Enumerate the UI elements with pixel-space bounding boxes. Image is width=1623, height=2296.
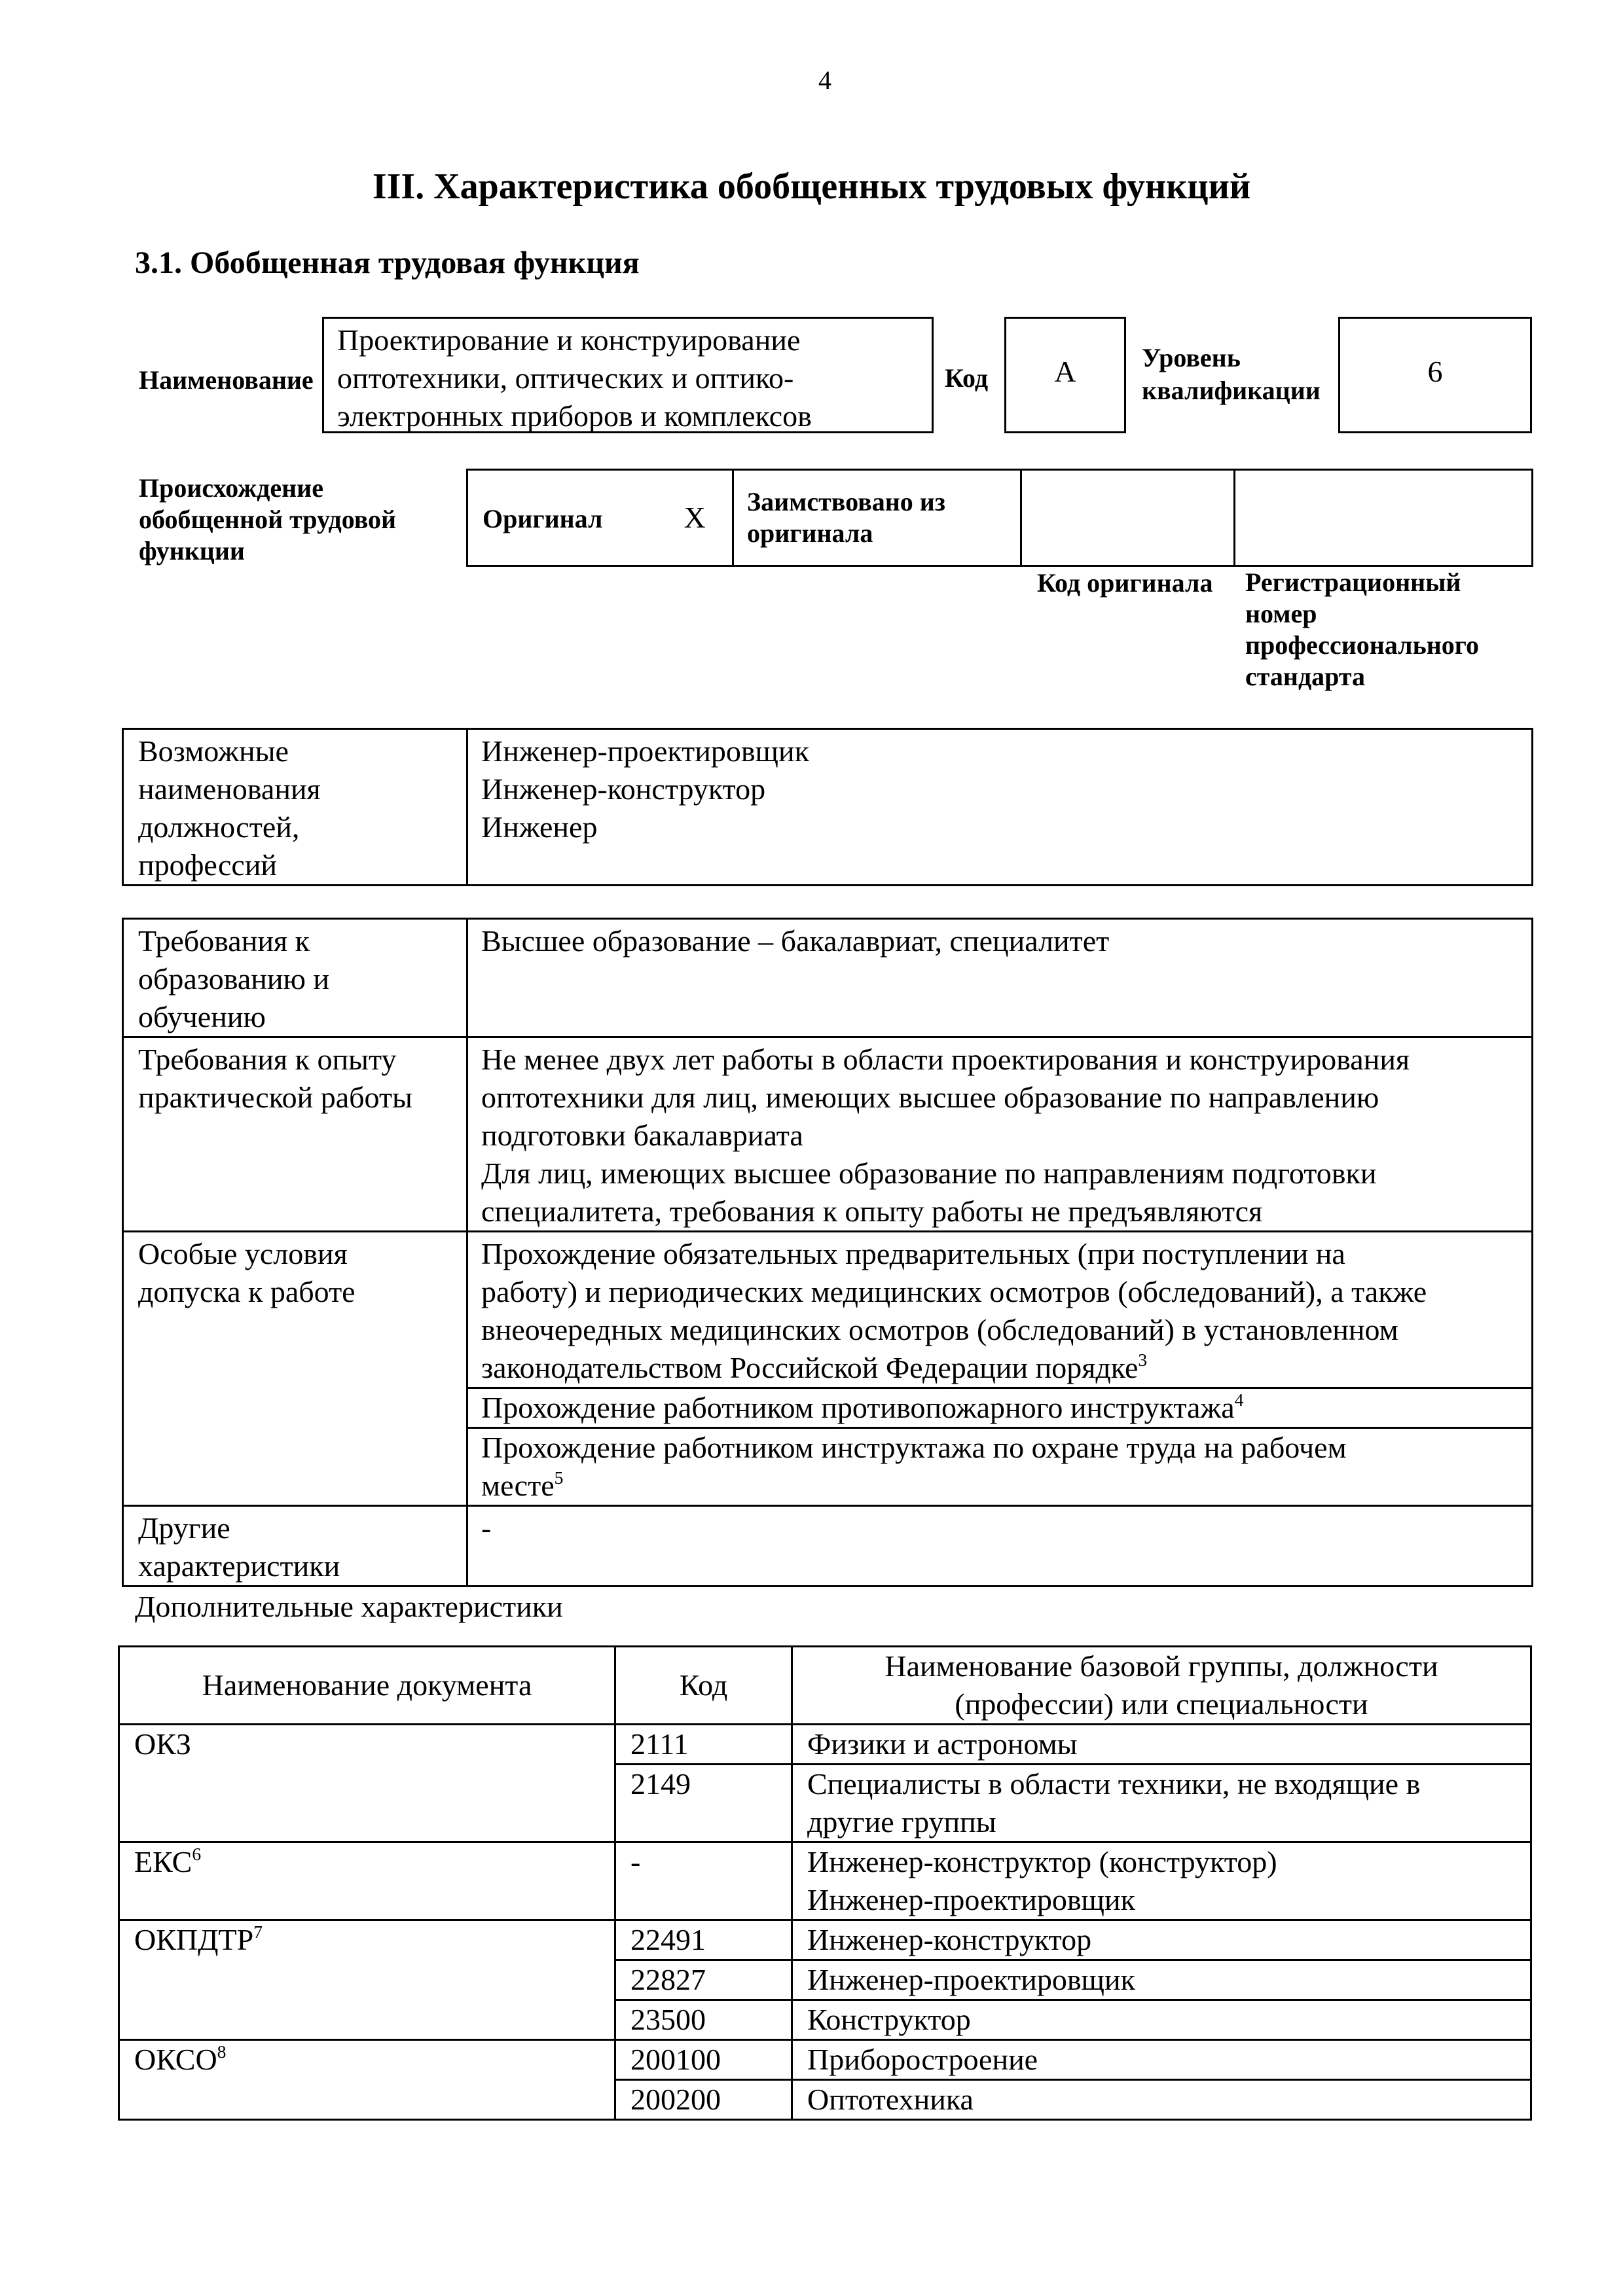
- doc-okso: ОКСО$^8$: [134, 2041, 227, 2076]
- other-label: Другие характеристики: [138, 1511, 340, 1583]
- additional-title: Дополнительные характеристики: [135, 1590, 563, 1623]
- code-label: Код: [945, 363, 989, 393]
- name-cell: Инженер-конструктор (конструктор) Инженер-проектировщик: [807, 1845, 1277, 1916]
- name-cell: Приборостроение: [807, 2043, 1038, 2076]
- name-label: Наименование: [139, 365, 314, 395]
- position-item: Инженер: [481, 810, 598, 844]
- code-original-caption: Код оригинала: [1037, 568, 1213, 598]
- footnote-ref: 5: [554, 1467, 564, 1488]
- function-name-box: [322, 317, 934, 433]
- code-cell: 2111: [630, 1727, 689, 1761]
- page-number: 4: [818, 65, 831, 95]
- function-name-line: оптотехники, оптических и оптико-: [337, 361, 794, 395]
- doc-eks: ЕКС$^6$: [134, 1843, 202, 1878]
- level-label: Уровень квалификации: [1142, 343, 1321, 405]
- function-name-line: Проектирование и конструирование: [337, 323, 801, 357]
- name-cell: Конструктор: [807, 2003, 971, 2036]
- level-box: [1338, 317, 1532, 433]
- education-label: Требования к образованию и обучению: [138, 924, 329, 1033]
- doc-okpdtr: ОКПДТР$^7$: [134, 1921, 263, 1956]
- table-row: [119, 1842, 1531, 1920]
- registration-number-cell: [1235, 470, 1533, 566]
- original-label: Оригинал: [483, 504, 603, 533]
- footnote-ref: 7: [253, 1921, 263, 1942]
- origin-label: Происхождение обобщенной трудовой функции: [139, 473, 397, 565]
- origin-table: [466, 469, 1533, 567]
- special-conditions-label: Особые условия допуска к работе: [138, 1237, 356, 1308]
- code-cell: 200100: [630, 2043, 721, 2076]
- education-value: Высшее образование – бакалавриат, специалитет: [481, 924, 1110, 958]
- reg-number-caption: Регистрационный номер профессионального стандарта: [1245, 567, 1479, 691]
- name-cell: Специалисты в области техники, не входящие в другие группы: [807, 1767, 1421, 1839]
- name-cell: Физики и астрономы: [807, 1727, 1078, 1761]
- code-cell: 200200: [630, 2083, 721, 2116]
- other-value: -: [481, 1511, 492, 1545]
- borrowed-label: Заимствовано из оригинала: [747, 487, 945, 548]
- doc-okz: ОКЗ: [134, 1727, 191, 1761]
- section-title: III. Характеристика обобщенных трудовых функций: [372, 166, 1251, 207]
- code-cell: -: [630, 1845, 641, 1878]
- additional-table: [118, 1645, 1532, 2121]
- name-cell: Инженер-проектировщик: [807, 1963, 1135, 1996]
- special-condition-safety: Прохождение работником инструктажа по охране труда на рабочем месте$^5$: [481, 1431, 1347, 1502]
- code-cell: 22827: [630, 1963, 706, 1996]
- code-value: A: [1054, 355, 1076, 388]
- function-name-line: электронных приборов и комплексов: [337, 399, 812, 433]
- code-box: [1004, 317, 1126, 433]
- table-row: [119, 1725, 1531, 1765]
- col-header-name: Наименование базовой группы, должности (профессии) или специальности: [884, 1649, 1438, 1721]
- level-value: 6: [1427, 355, 1443, 388]
- name-cell: Инженер-конструктор: [807, 1923, 1092, 1956]
- col-header-document: Наименование документа: [202, 1668, 532, 1702]
- code-cell: 22491: [630, 1923, 706, 1956]
- footnote-ref: 4: [1234, 1389, 1244, 1410]
- experience-label: Требования к опыту практической работы: [138, 1043, 412, 1114]
- requirements-table: [122, 918, 1533, 1587]
- code-cell: 2149: [630, 1767, 691, 1801]
- special-condition-medical: Прохождение обязательных предварительных (при поступлении на работу) и периодических медицинских осмотров (обследований), а также внеочередных медицинских осмотров (обследований) в установленном законодательством Российской Федерации порядке$^3$: [481, 1237, 1427, 1384]
- col-header-code: Код: [679, 1668, 728, 1702]
- table-row: [119, 2040, 1531, 2080]
- original-code-cell: [1021, 470, 1235, 566]
- name-cell: Оптотехника: [807, 2083, 974, 2116]
- footnote-ref: 6: [192, 1843, 202, 1864]
- position-item: Инженер-конструктор: [481, 772, 766, 806]
- code-cell: 23500: [630, 2003, 706, 2036]
- footnote-ref: 3: [1138, 1349, 1148, 1370]
- original-mark: X: [684, 501, 706, 534]
- positions-label: Возможные наименования должностей, профессий: [138, 734, 321, 882]
- special-condition-fire: Прохождение работником противопожарного инструктажа$^4$: [481, 1389, 1244, 1424]
- position-item: Инженер-проектировщик: [481, 734, 809, 768]
- experience-value: Не менее двух лет работы в области проектирования и конструирования оптотехники для лиц, имеющих высшее образование по направлению подготовки бакалавриата Для лиц, имеющих высшее образование по направлениям подготовки специалитета, требования к опыту работы не предъявляются: [481, 1043, 1410, 1228]
- table-row: [119, 1920, 1531, 1960]
- footnote-ref: 8: [217, 2041, 227, 2062]
- subsection-title: 3.1. Обобщенная трудовая функция: [135, 245, 640, 280]
- positions-table: [122, 728, 1533, 886]
